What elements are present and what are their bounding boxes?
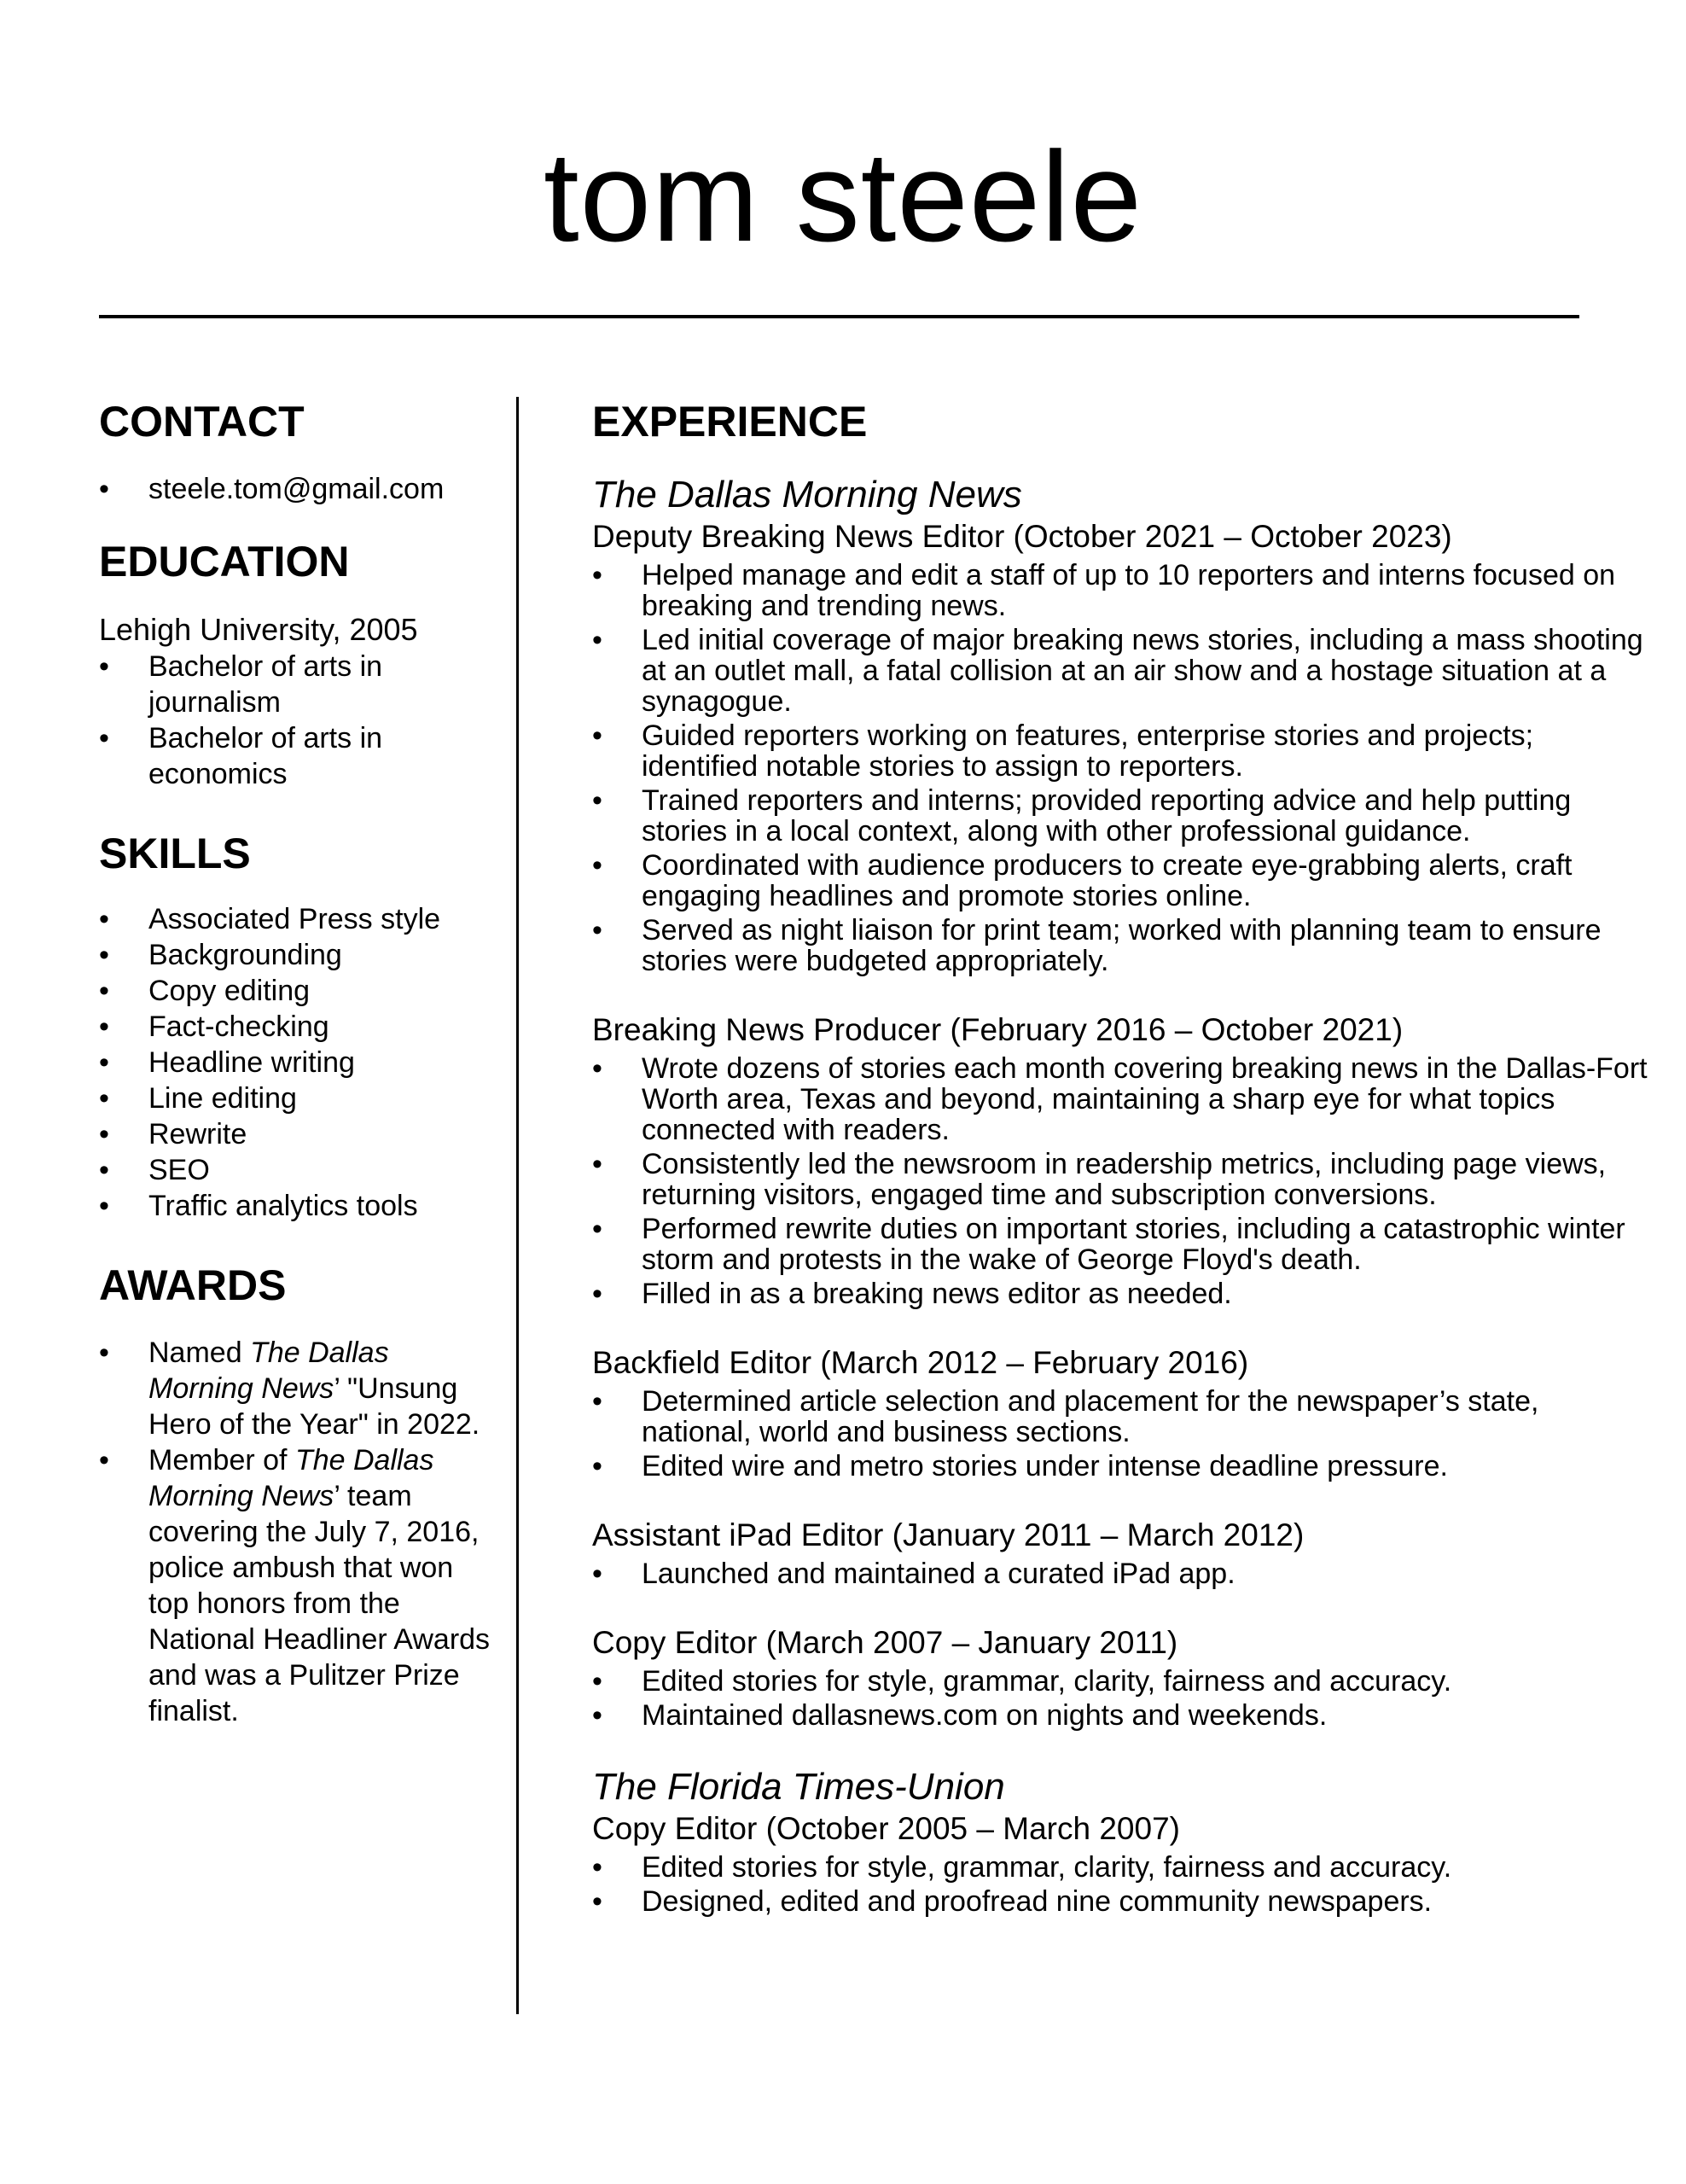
education-heading: EDUCATION: [99, 538, 350, 585]
skills-list: [99, 901, 500, 1224]
education-school: Lehigh University, 2005: [99, 612, 418, 647]
resume-name: tom steele: [544, 125, 1142, 268]
skill-item: • Backgrounding: [99, 937, 500, 973]
degree-item: • Bachelor of arts in journalism: [99, 649, 500, 720]
job-duties: [592, 1386, 1650, 1482]
job-block: [592, 1623, 1650, 1731]
duty-item: • Served as night liaison for print team; worked with planning team to ensure stories were budgeted appropriately.: [592, 915, 1650, 976]
job-block: [592, 1516, 1650, 1589]
job-duties: [592, 1666, 1650, 1731]
award-text: ’ team covering the July 7, 2016, police ambush that won top honors from the National Headliner Awards and was a Pulitzer Prize finalist.: [148, 1480, 491, 1727]
award-text: Member of: [148, 1444, 295, 1476]
contact-list: [99, 471, 500, 507]
duty-item: • Designed, edited and proofread nine community newspapers.: [592, 1886, 1650, 1917]
job-title: Copy Editor (March 2007 – January 2011): [592, 1625, 1178, 1660]
job-title: Assistant iPad Editor (January 2011 – March 2012): [592, 1517, 1305, 1552]
experience-heading: EXPERIENCE: [592, 398, 868, 446]
job-block: [592, 1343, 1650, 1482]
job-duties: [592, 1053, 1650, 1309]
award-item: [99, 1335, 500, 1442]
skill-item: • Copy editing: [99, 973, 500, 1009]
duty-item: • Edited stories for style, grammar, clarity, fairness and accuracy.: [592, 1852, 1650, 1883]
publication-name: The Dallas Morning News: [148, 1444, 434, 1512]
duty-item: • Led initial coverage of major breaking news stories, including a mass shooting at an outlet mall, a fatal collision at an air show and a hostage situation at a synagogue.: [592, 625, 1650, 717]
award-item: [99, 1442, 500, 1729]
employer-name: The Florida Times-Union: [592, 1766, 1005, 1808]
duty-item: • Coordinated with audience producers to create eye-grabbing alerts, craft engaging headlines and promote stories online.: [592, 850, 1650, 911]
job-duties: [592, 560, 1650, 976]
skills-heading: SKILLS: [99, 830, 251, 877]
skill-item: • Associated Press style: [99, 901, 500, 937]
duty-item: • Performed rewrite duties on important stories, including a catastrophic winter storm and protests in the wake of George Floyd's death.: [592, 1214, 1650, 1275]
job-block: [592, 517, 1650, 976]
job-title: Backfield Editor (March 2012 – February 2016): [592, 1345, 1249, 1380]
employer-name: The Dallas Morning News: [592, 474, 1022, 515]
contact-heading: CONTACT: [99, 398, 305, 446]
publication-name: The Dallas Morning News: [148, 1337, 389, 1405]
skill-item: • SEO: [99, 1152, 500, 1188]
duty-item: • Filled in as a breaking news editor as needed.: [592, 1278, 1650, 1309]
skill-item: • Fact-checking: [99, 1009, 500, 1045]
duty-item: • Maintained dallasnews.com on nights and weekends.: [592, 1700, 1650, 1731]
skill-item: • Rewrite: [99, 1116, 500, 1152]
header-divider: [99, 315, 1579, 318]
skill-item: • Traffic analytics tools: [99, 1188, 500, 1224]
duty-item: • Launched and maintained a curated iPad app.: [592, 1558, 1650, 1589]
job-block: [592, 1809, 1650, 1917]
duty-item: • Edited stories for style, grammar, clarity, fairness and accuracy.: [592, 1666, 1650, 1697]
job-title: Deputy Breaking News Editor (October 2021 – October 2023): [592, 519, 1452, 554]
column-divider: [516, 397, 519, 2014]
job-title: Breaking News Producer (February 2016 – October 2021): [592, 1012, 1404, 1047]
duty-item: • Consistently led the newsroom in readership metrics, including page views, returning visitors, engaged time and subscription conversions.: [592, 1149, 1650, 1210]
job-block: [592, 1010, 1650, 1309]
award-text: ’ "Unsung Hero of the Year" in 2022.: [148, 1372, 480, 1441]
skill-item: • Line editing: [99, 1080, 500, 1116]
job-duties: [592, 1852, 1650, 1917]
job-duties: [592, 1558, 1650, 1589]
duty-item: • Wrote dozens of stories each month covering breaking news in the Dallas-Fort Worth area, Texas and beyond, maintaining a sharp eye for what topics connected with readers.: [592, 1053, 1650, 1145]
duty-item: • Trained reporters and interns; provided reporting advice and help putting stories in a local context, along with other professional guidance.: [592, 785, 1650, 847]
award-text: Named: [148, 1337, 251, 1369]
awards-list: [99, 1335, 500, 1729]
duty-item: • Edited wire and metro stories under intense deadline pressure.: [592, 1451, 1650, 1482]
job-title: Copy Editor (October 2005 – March 2007): [592, 1811, 1180, 1846]
duty-item: • Guided reporters working on features, enterprise stories and projects; identified notable stories to assign to reporters.: [592, 720, 1650, 782]
duty-item: • Helped manage and edit a staff of up to 10 reporters and interns focused on breaking and trending news.: [592, 560, 1650, 621]
contact-email: • steele.tom@gmail.com: [99, 471, 500, 507]
right-column: [592, 394, 1650, 1917]
skill-item: • Headline writing: [99, 1045, 500, 1080]
awards-heading: AWARDS: [99, 1261, 287, 1309]
duty-item: • Determined article selection and placement for the newspaper’s state, national, world and business sections.: [592, 1386, 1650, 1447]
degree-list: [99, 649, 500, 792]
left-column: [99, 394, 500, 1729]
degree-item: • Bachelor of arts in economics: [99, 720, 500, 792]
